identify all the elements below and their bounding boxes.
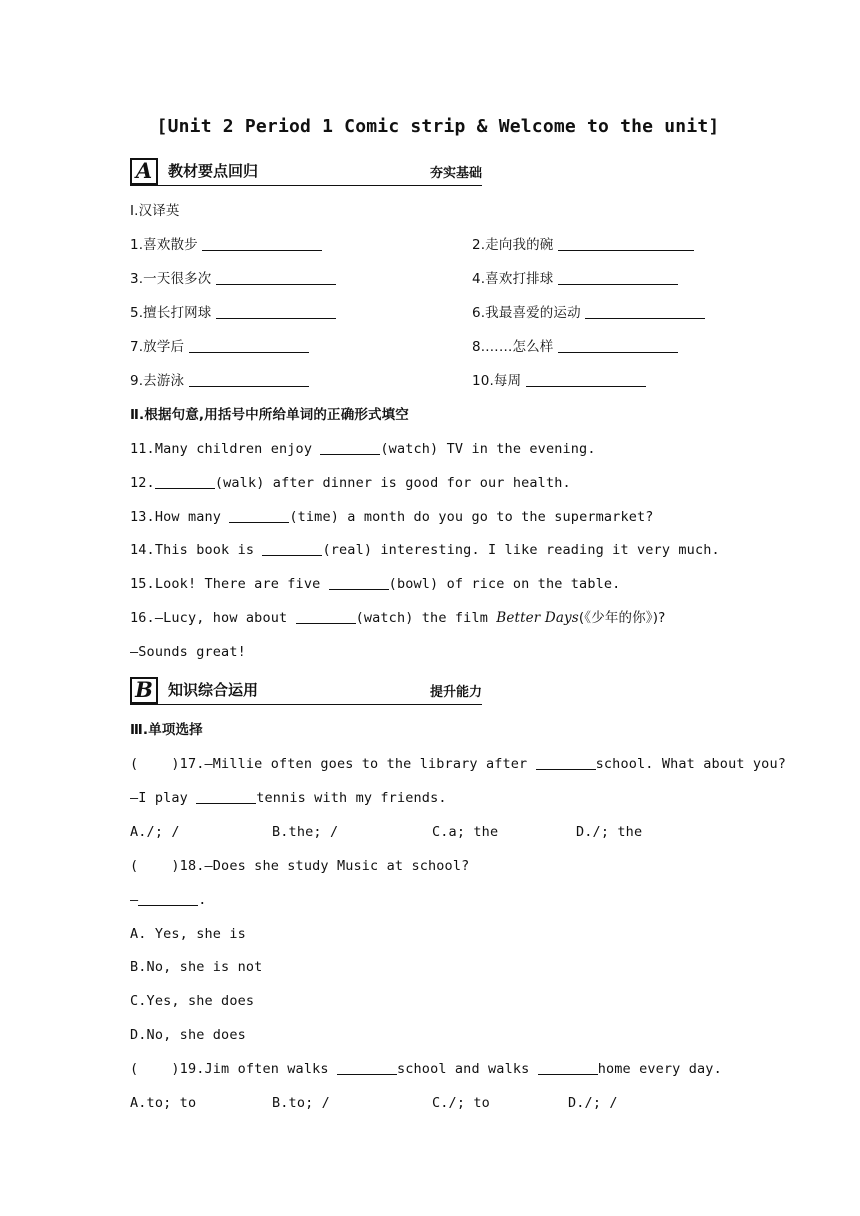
q18-option-b[interactable]: B.No, she is not [130, 959, 263, 975]
question-16-reply: —Sounds great! [130, 644, 246, 660]
q19-option-c[interactable]: C./; to [432, 1095, 490, 1111]
answer-blank[interactable] [536, 755, 596, 770]
question-15: 15.Look! There are five (bowl) of rice on the table. [130, 576, 621, 592]
question-19: ( )19.Jim often walks school and walks home every day. [130, 1061, 722, 1077]
q19-option-b[interactable]: B.to; / [272, 1095, 330, 1111]
question-18-reply: — . [130, 892, 207, 908]
answer-blank[interactable] [320, 440, 380, 455]
answer-blank[interactable] [202, 236, 322, 251]
part1-item-6: 6.我最喜爱的运动 [472, 304, 705, 322]
answer-paren[interactable]: ( ) [130, 1061, 180, 1077]
section-b-rule [130, 704, 482, 705]
part1-item-3: 3.一天很多次 [130, 270, 336, 288]
question-12: 12. (walk) after dinner is good for our health. [130, 475, 571, 491]
answer-blank[interactable] [262, 541, 322, 556]
section-a-title: 教材要点回归 [168, 162, 259, 180]
answer-blank[interactable] [558, 236, 694, 251]
section-a-header [130, 158, 482, 190]
answer-blank[interactable] [296, 609, 356, 624]
section-b-title: 知识综合运用 [168, 681, 259, 699]
part1-item-1: 1.喜欢散步 [130, 236, 322, 254]
q18-option-d[interactable]: D.No, she does [130, 1027, 246, 1043]
q17-option-b[interactable]: B.the; / [272, 824, 339, 840]
part1-item-4: 4.喜欢打排球 [472, 270, 678, 288]
q18-option-a[interactable]: A. Yes, she is [130, 926, 246, 942]
part1-heading: Ⅰ.汉译英 [130, 203, 180, 219]
part1-item-9: 9.去游泳 [130, 372, 309, 390]
section-a-subtitle: 夯实基础 [429, 166, 482, 181]
answer-blank[interactable] [229, 508, 289, 523]
part1-item-8: 8.……怎么样 [472, 338, 678, 356]
q17-option-d[interactable]: D./; the [576, 824, 643, 840]
section-b-badge: B [130, 677, 158, 704]
answer-blank[interactable] [526, 372, 646, 387]
q18-option-c[interactable]: C.Yes, she does [130, 993, 255, 1009]
section-a-badge: A [130, 158, 158, 185]
part1-item-10: 10.每周 [472, 372, 646, 390]
section-b-header [130, 677, 482, 709]
answer-blank[interactable] [155, 474, 215, 489]
q19-option-a[interactable]: A.to; to [130, 1095, 197, 1111]
section-b-subtitle: 提升能力 [429, 685, 482, 700]
question-17-reply: —I play tennis with my friends. [130, 790, 447, 806]
answer-blank[interactable] [216, 304, 336, 319]
part2-heading: Ⅱ.根据句意,用括号中所给单词的正确形式填空 [130, 407, 409, 423]
answer-blank[interactable] [189, 372, 309, 387]
part3-heading: Ⅲ.单项选择 [130, 722, 203, 738]
answer-paren[interactable]: ( ) [130, 858, 180, 874]
question-14: 14.This book is (real) interesting. I like reading it very much. [130, 542, 720, 558]
section-a-rule [130, 185, 482, 186]
answer-blank[interactable] [216, 270, 336, 285]
answer-blank[interactable] [138, 891, 198, 906]
part1-item-7: 7.放学后 [130, 338, 309, 356]
answer-blank[interactable] [558, 270, 678, 285]
q17-option-c[interactable]: C.a; the [432, 824, 499, 840]
part1-item-5: 5.擅长打网球 [130, 304, 336, 322]
answer-blank[interactable] [196, 789, 256, 804]
question-16: 16.—Lucy, how about (watch) the film Better Days(《少年的你》)? [130, 610, 666, 626]
page-title: [Unit 2 Period 1 Comic strip & Welcome to the unit] [156, 116, 720, 137]
answer-blank[interactable] [585, 304, 705, 319]
q17-option-a[interactable]: A./; / [130, 824, 180, 840]
part1-item-2: 2.走向我的碗 [472, 236, 694, 254]
answer-blank[interactable] [337, 1060, 397, 1075]
answer-blank[interactable] [558, 338, 678, 353]
answer-blank[interactable] [538, 1060, 598, 1075]
question-11: 11.Many children enjoy (watch) TV in the evening. [130, 441, 596, 457]
answer-blank[interactable] [329, 575, 389, 590]
answer-paren[interactable]: ( ) [130, 756, 180, 772]
question-17: ( )17.—Millie often goes to the library after school. What about you? [130, 756, 787, 772]
question-13: 13.How many (time) a month do you go to the supermarket? [130, 509, 654, 525]
q19-option-d[interactable]: D./; / [568, 1095, 618, 1111]
question-18: ( )18.—Does she study Music at school? [130, 858, 470, 874]
answer-blank[interactable] [189, 338, 309, 353]
